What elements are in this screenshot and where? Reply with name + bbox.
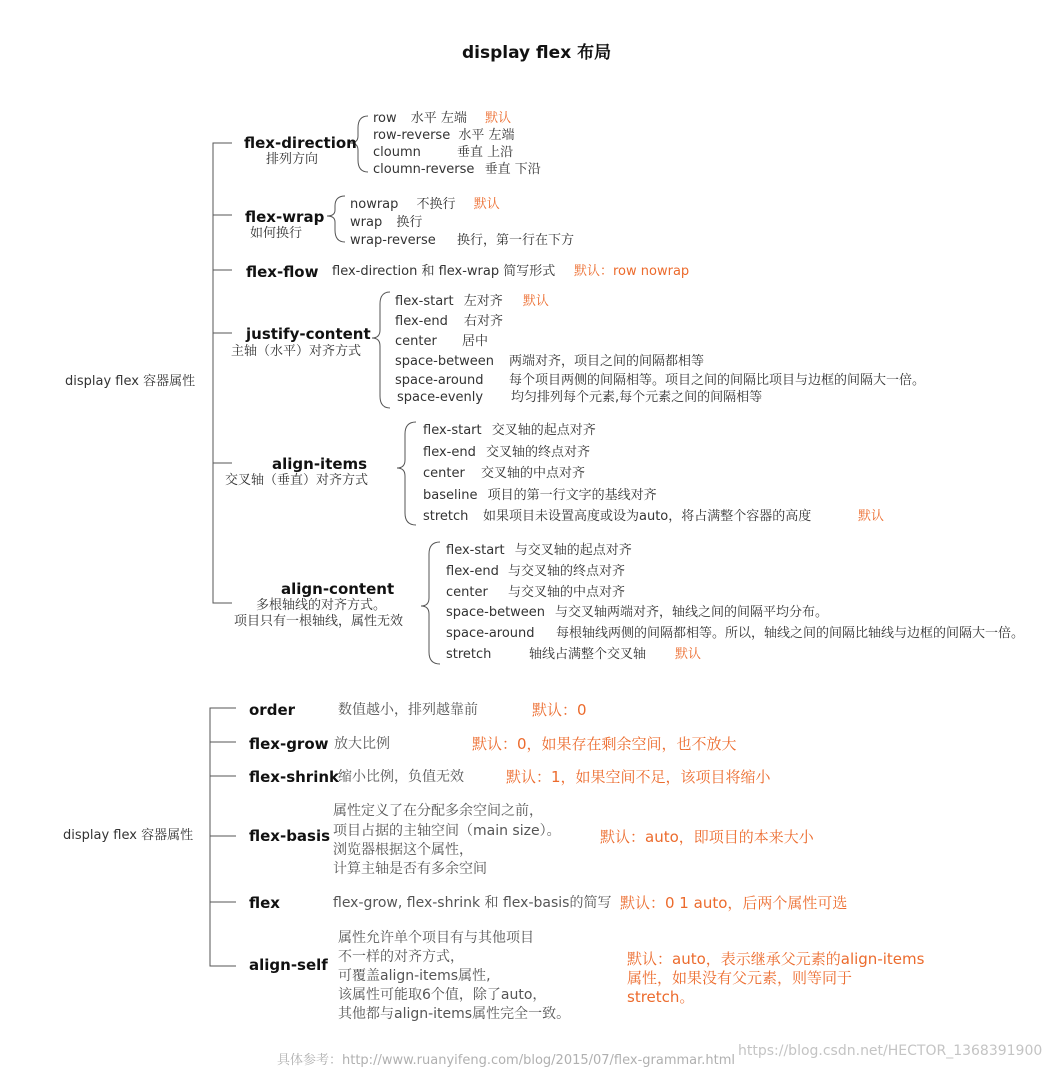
- prop-flex-shrink-default: 默认：1，如果空间不足，该项目将缩小: [506, 768, 771, 786]
- prop-flex-wrap-desc: 如何换行: [250, 226, 303, 241]
- prop-align-items: align-items: [272, 455, 368, 473]
- value-row-reverse: row-reverse 水平 左端: [373, 128, 515, 143]
- prop-flex-basis-default: 默认：auto，即项目的本来大小: [600, 828, 814, 846]
- prop-flex-flow-default: 默认：row nowrap: [574, 264, 690, 279]
- value-ai-flex-start: flex-start 交叉轴的起点对齐: [423, 423, 596, 438]
- watermark: https://blog.csdn.net/HECTOR_1368391900: [738, 1043, 1043, 1059]
- prop-align-self-default-1: 默认：auto，表示继承父元素的align-items: [627, 950, 925, 968]
- prop-align-content-note: 项目只有一根轴线，属性无效: [234, 614, 404, 629]
- prop-order: order: [249, 701, 296, 719]
- prop-flex-flow: flex-flow: [246, 263, 319, 281]
- page-title: display flex 布局: [462, 43, 612, 63]
- value-ac-stretch: stretch 轴线占满整个交叉轴 默认: [446, 647, 702, 662]
- prop-flex-direction: flex-direction: [244, 134, 357, 152]
- prop-flex-direction-desc: 排列方向: [266, 152, 319, 167]
- value-ac-space-between: space-between 与交叉轴两端对齐，轴线之间的间隔平均分布。: [446, 605, 829, 620]
- value-cloumn-reverse: cloumn-reverse 垂直 下沿: [373, 162, 541, 177]
- value-jc-center: center 居中: [395, 334, 489, 349]
- prop-flex-shrink-desc: 缩小比例，负值无效: [338, 769, 464, 785]
- prop-flex-default: 默认：0 1 auto，后两个属性可选: [620, 894, 848, 912]
- prop-flex-basis-desc-3: 浏览器根据这个属性，: [333, 842, 473, 858]
- value-jc-space-around: space-around 每个项目两侧的间隔相等。项目之间的间隔比项目与边框的间隔大一倍。: [395, 373, 926, 388]
- prop-align-self-desc-5: 其他都与align-items属性完全一致。: [338, 1006, 571, 1022]
- container-root-label: display flex 容器属性: [65, 374, 196, 389]
- value-ac-center: center 与交叉轴的中点对齐: [446, 585, 626, 600]
- prop-flex-wrap: flex-wrap: [245, 208, 325, 226]
- prop-align-self: align-self: [249, 956, 328, 974]
- prop-flex-grow-default: 默认：0，如果存在剩余空间，也不放大: [472, 735, 737, 753]
- prop-flex-flow-desc: flex-direction 和 flex-wrap 简写形式: [332, 264, 556, 279]
- value-ai-stretch-default: 默认: [858, 509, 885, 524]
- value-ac-space-around: space-around 每根轴线两侧的间隔都相等。所以，轴线之间的间隔比轴线与边框的间隔大一倍。: [446, 626, 1025, 641]
- prop-order-desc: 数值越小，排列越靠前: [338, 702, 478, 718]
- value-ac-flex-end: flex-end 与交叉轴的终点对齐: [446, 564, 626, 579]
- value-jc-flex-end: flex-end 右对齐: [395, 314, 504, 329]
- value-wrap: wrap 换行: [350, 215, 423, 230]
- prop-flex-grow: flex-grow: [249, 735, 329, 753]
- item-root-label: display flex 容器属性: [63, 828, 194, 843]
- prop-flex-shrink: flex-shrink: [249, 768, 339, 786]
- reference-link[interactable]: 具体参考：http://www.ruanyifeng.com/blog/2015/07/flex-grammar.html: [277, 1053, 736, 1068]
- value-row: row 水平 左端 默认: [373, 111, 512, 126]
- prop-justify-content: justify-content: [246, 325, 371, 343]
- prop-align-self-desc-3: 可覆盖align-items属性,: [338, 968, 491, 984]
- value-nowrap: nowrap 不换行 默认: [350, 197, 500, 212]
- value-jc-flex-start: flex-start 左对齐 默认: [395, 294, 549, 309]
- value-jc-space-evenly: space-evenly 均匀排列每个元素,每个元素之间的间隔相等: [397, 390, 763, 405]
- prop-flex-basis-desc-1: 属性定义了在分配多余空间之前，: [333, 803, 543, 819]
- value-wrap-reverse: wrap-reverse 换行，第一行在下方: [350, 233, 575, 248]
- prop-align-items-desc: 交叉轴（垂直）对齐方式: [225, 473, 369, 488]
- value-cloumn: cloumn 垂直 上沿: [373, 145, 514, 160]
- value-ai-stretch: stretch 如果项目未设置高度或设为auto，将占满整个容器的高度: [423, 509, 812, 524]
- prop-flex-grow-desc: 放大比例: [334, 736, 390, 752]
- prop-flex-basis: flex-basis: [249, 827, 331, 845]
- prop-align-self-default-3: stretch。: [627, 988, 695, 1006]
- prop-flex-basis-desc-4: 计算主轴是否有多余空间: [333, 861, 487, 877]
- prop-align-self-desc-1: 属性允许单个项目有与其他项目: [338, 930, 534, 946]
- prop-align-self-desc-4: 该属性可能取6个值，除了auto，: [338, 987, 547, 1003]
- value-jc-space-between: space-between 两端对齐，项目之间的间隔都相等: [395, 354, 705, 369]
- prop-flex: flex: [249, 894, 280, 912]
- prop-align-content-desc: 多根轴线的对齐方式。: [256, 598, 387, 613]
- prop-align-self-desc-2: 不一样的对齐方式，: [338, 949, 464, 965]
- prop-align-content: align-content: [281, 580, 395, 598]
- prop-flex-desc: flex-grow, flex-shrink 和 flex-basis的简写: [333, 895, 612, 911]
- prop-justify-content-desc: 主轴（水平）对齐方式: [231, 344, 362, 359]
- value-ac-flex-start: flex-start 与交叉轴的起点对齐: [446, 543, 632, 558]
- value-ai-flex-end: flex-end 交叉轴的终点对齐: [423, 445, 590, 460]
- value-ai-center: center 交叉轴的中点对齐: [423, 466, 586, 481]
- prop-align-self-default-2: 属性，如果没有父元素，则等同于: [627, 969, 853, 987]
- prop-order-default: 默认：0: [532, 701, 587, 719]
- value-ai-baseline: baseline 项目的第一行文字的基线对齐: [423, 488, 657, 503]
- prop-flex-basis-desc-2: 项目占据的主轴空间（main size）。: [333, 823, 561, 839]
